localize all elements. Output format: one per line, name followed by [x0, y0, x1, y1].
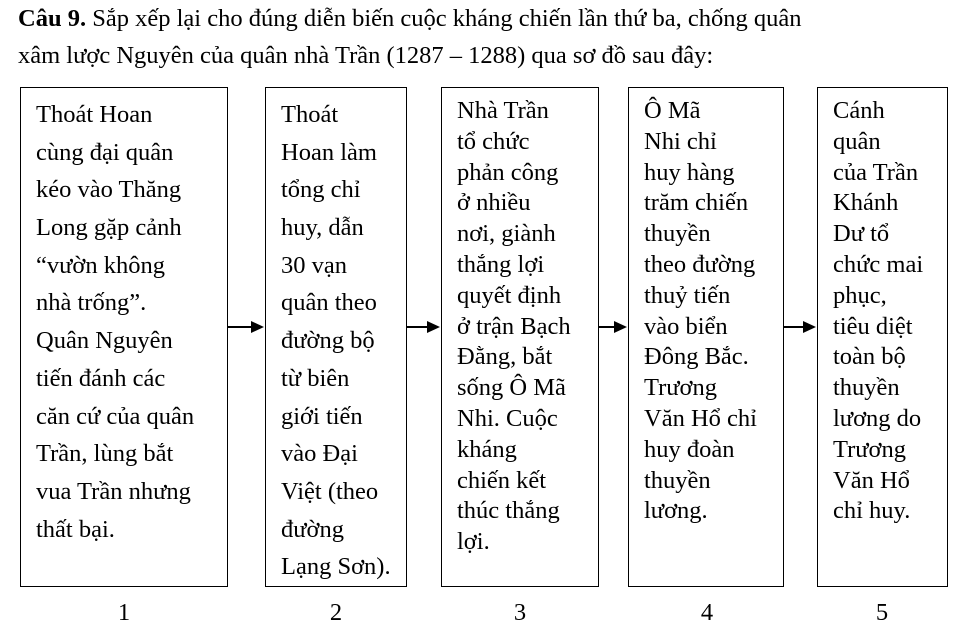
- event-box-5-line: chức mai: [833, 250, 924, 278]
- event-box-1-line: “vườn không: [36, 251, 165, 279]
- event-box-2-line: giới tiến: [281, 402, 363, 430]
- event-box-1-line: Long gặp cảnh: [36, 214, 182, 242]
- event-box-4-line: huy đoàn: [644, 435, 735, 463]
- event-box-5-line: Cánh: [833, 97, 885, 124]
- event-box-5-line: lương do: [833, 404, 922, 432]
- event-box-1-line: Trần, lùng bắt: [36, 440, 174, 468]
- event-box-5-line: Dư tổ: [833, 220, 890, 248]
- event-box-3-line: Đằng, bắt: [457, 343, 553, 371]
- question-line-1: [18, 4, 802, 34]
- question-text-line-1: Sắp xếp lại cho đúng diễn biến cuộc kháng chiến lần thứ ba, chống quân: [92, 5, 802, 32]
- event-box-2-line: đường: [281, 515, 344, 543]
- event-box-1-line: Quân Nguyên: [36, 327, 173, 355]
- event-box-5-line: chỉ huy.: [833, 497, 911, 525]
- arrow-right-icon: [784, 319, 817, 335]
- event-box-1-line: nhà trống”.: [36, 289, 147, 317]
- arrow-right-icon: [228, 319, 265, 335]
- event-box-1-line: kéo vào Thăng: [36, 176, 182, 204]
- event-box-3-line: ở trận Bạch: [457, 312, 571, 340]
- event-box-5-line: tiêu diệt: [833, 312, 913, 340]
- event-box-2-text: [281, 96, 402, 586]
- event-box-2-line: từ biên: [281, 364, 350, 392]
- event-box-4-text: [644, 96, 779, 527]
- event-box-5-line: Trương: [833, 435, 906, 463]
- event-box-5-line: Văn Hổ: [833, 466, 910, 494]
- event-box-4-line: thuỷ tiến: [644, 281, 731, 309]
- event-box-3-line: phản công: [457, 158, 559, 186]
- event-box-2-line: Thoát: [281, 101, 339, 128]
- box-number-1: 1: [117, 599, 131, 626]
- event-box-4-line: lương.: [644, 497, 708, 525]
- event-box-3-line: Nhi. Cuộc: [457, 404, 558, 432]
- event-box-1-line: Thoát Hoan: [36, 101, 153, 128]
- box-number-4: 4: [700, 599, 714, 626]
- event-box-2-line: tổng chỉ: [281, 176, 361, 204]
- event-box-3-line: ở nhiều: [457, 189, 531, 217]
- arrow-right-icon: [407, 319, 441, 335]
- box-number-5: 5: [875, 599, 889, 626]
- event-box-4-line: huy hàng: [644, 158, 735, 186]
- event-box-2-line: đường bộ: [281, 327, 375, 355]
- event-box-2-line: Hoan làm: [281, 138, 377, 166]
- event-box-4-line: thuyền: [644, 466, 711, 494]
- event-box-2-line: vào Đại: [281, 440, 358, 468]
- event-box-1-line: tiến đánh các: [36, 364, 166, 392]
- box-number-2: 2: [329, 599, 343, 626]
- event-box-4-line: thuyền: [644, 220, 711, 248]
- event-box-3: [441, 87, 599, 587]
- event-box-1-text: [36, 96, 223, 548]
- event-box-5-line: của Trần: [833, 158, 919, 186]
- event-box-3-line: Nhà Trần: [457, 97, 549, 124]
- event-box-5-line: phục,: [833, 281, 887, 309]
- event-box-2-line: Lạng Sơn).: [281, 553, 391, 581]
- event-box-1: [20, 87, 228, 587]
- event-box-5-line: toàn bộ: [833, 343, 906, 371]
- arrow-right-icon: [599, 319, 628, 335]
- event-box-1-line: cùng đại quân: [36, 138, 174, 166]
- event-box-2-line: quân theo: [281, 289, 377, 317]
- question-text-line-2: xâm lược Nguyên của quân nhà Trần (1287 – 1288) qua sơ đồ sau đây:: [18, 42, 714, 69]
- event-box-1-line: thất bại.: [36, 515, 115, 543]
- event-box-2: [265, 87, 407, 587]
- event-box-4-line: Đông Bắc.: [644, 343, 749, 371]
- event-box-3-line: kháng: [457, 435, 517, 463]
- event-box-2-line: 30 vạn: [281, 251, 347, 279]
- event-box-1-line: vua Trần nhưng: [36, 477, 191, 505]
- event-box-5: [817, 87, 948, 587]
- event-box-3-line: lợi.: [457, 528, 490, 556]
- event-box-1-line: căn cứ của quân: [36, 402, 195, 430]
- event-box-3-line: quyết định: [457, 281, 562, 309]
- event-box-2-line: huy, dẫn: [281, 214, 364, 242]
- question-line-2: [18, 41, 713, 71]
- event-box-4-line: Nhi chỉ: [644, 127, 717, 155]
- event-box-4-line: Văn Hổ chỉ: [644, 404, 757, 432]
- event-box-4-line: trăm chiến: [644, 189, 749, 217]
- event-box-4-line: Trương: [644, 374, 717, 402]
- event-box-4-line: theo đường: [644, 250, 756, 278]
- question-label: Câu 9.: [18, 5, 87, 32]
- event-box-3-line: sống Ô Mã: [457, 374, 566, 402]
- event-box-4-line: Ô Mã: [644, 97, 701, 124]
- event-box-3-line: thúc thắng: [457, 497, 560, 525]
- event-box-2-line: Việt (theo: [281, 477, 379, 505]
- event-box-5-line: quân: [833, 127, 881, 155]
- event-box-4-line: vào biển: [644, 312, 728, 340]
- event-box-3-line: chiến kết: [457, 466, 547, 494]
- event-box-3-line: tổ chức: [457, 127, 530, 155]
- event-box-5-line: Khánh: [833, 189, 899, 217]
- event-box-4: [628, 87, 784, 587]
- event-box-3-line: thắng lợi: [457, 250, 545, 278]
- event-box-3-text: [457, 96, 594, 558]
- event-box-5-text: [833, 96, 943, 527]
- box-number-3: 3: [513, 599, 527, 626]
- event-box-3-line: nơi, giành: [457, 220, 556, 248]
- event-box-5-line: thuyền: [833, 374, 900, 402]
